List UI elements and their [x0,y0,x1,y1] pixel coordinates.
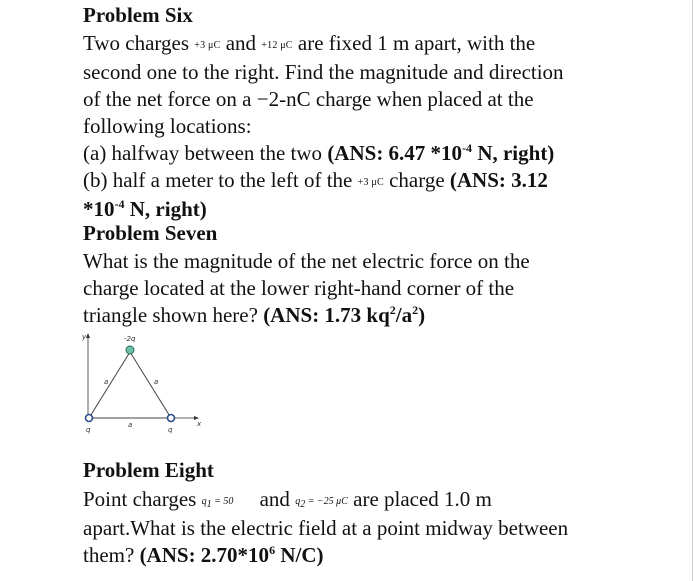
top-charge-label: -2q [124,335,136,343]
y-axis-label: y [82,333,87,341]
charge-2-label: +12 μC [261,40,293,51]
triangle-left-side [89,352,130,418]
left-charge-marker [86,415,93,422]
p8-line-1: Point charges $q_1 = 50$ and $q_2 = -25$ μC are placed 1.0 m [83,487,492,511]
right-charge-label: q [168,426,173,434]
p6-line-4: following locations: [83,114,252,138]
p6-answer-a: (ANS: 6.47 $*10^{-4}$ N, right) [327,141,555,165]
problem-seven-text [83,248,530,329]
p7-line-1: What is the magnitude of the net electric force on the [83,249,530,273]
problem-six-title: Problem Six [83,3,193,27]
q1-label: $q_1 = 50$ [201,496,234,510]
problem-six-text [83,30,564,223]
charge-b-label: +3 μC [357,177,384,188]
y-axis-arrow [86,333,90,338]
p7-line-2: charge located at the lower right-hand corner of the [83,276,515,300]
q2-label: $q_2 = -25$ μC [295,496,348,510]
p6-answer-b-end: $*10^{-4}$ N, right) [83,197,207,221]
p6-part-a: (a) halfway between the two (ANS: 6.47 $*10^{-4}$ N, right) [83,141,555,165]
x-axis-label: x [197,420,202,428]
p8-line-2: apart.What is the electric field at a point midway between [83,516,569,540]
problem-eight-text [83,486,568,569]
left-side-label: a [104,378,109,386]
p6-part-b: (b) half a meter to the left of the +3 μC charge (ANS: 3.12 [83,168,548,192]
p7-answer: (ANS: 1.73 $kq^2/a^2$) [263,303,426,327]
page-edge-rule [692,0,693,581]
p6-line-1: Two charges +3 μC and +12 μC are fixed 1 m apart, with the [83,31,536,55]
base-label: a [128,421,133,429]
top-charge-marker [126,346,134,354]
p8-answer: (ANS: $2.70*10^6$ N/C) [139,543,324,567]
p6-line-2: second one to the right. Find the magnitude and direction [83,60,564,84]
p6-answer-b-start: (ANS: 3.12 [449,168,548,192]
p6-line-3: of the net force on a −2-nC charge when placed at the [83,87,534,111]
triangle-figure [83,330,213,435]
triangle-right-side [130,352,171,418]
problem-eight-title: Problem Eight [83,458,214,482]
right-charge-marker [168,415,175,422]
problem-seven-title: Problem Seven [83,221,218,245]
charge-1-label: +3 μC [194,40,221,51]
p8-line-3: them? (ANS: $2.70*10^6$ N/C) [83,543,324,567]
left-charge-label: q [86,426,91,434]
p7-line-3: triangle shown here? (ANS: 1.73 $kq^2/a^2$) [83,303,426,327]
right-side-label: a [154,378,159,386]
